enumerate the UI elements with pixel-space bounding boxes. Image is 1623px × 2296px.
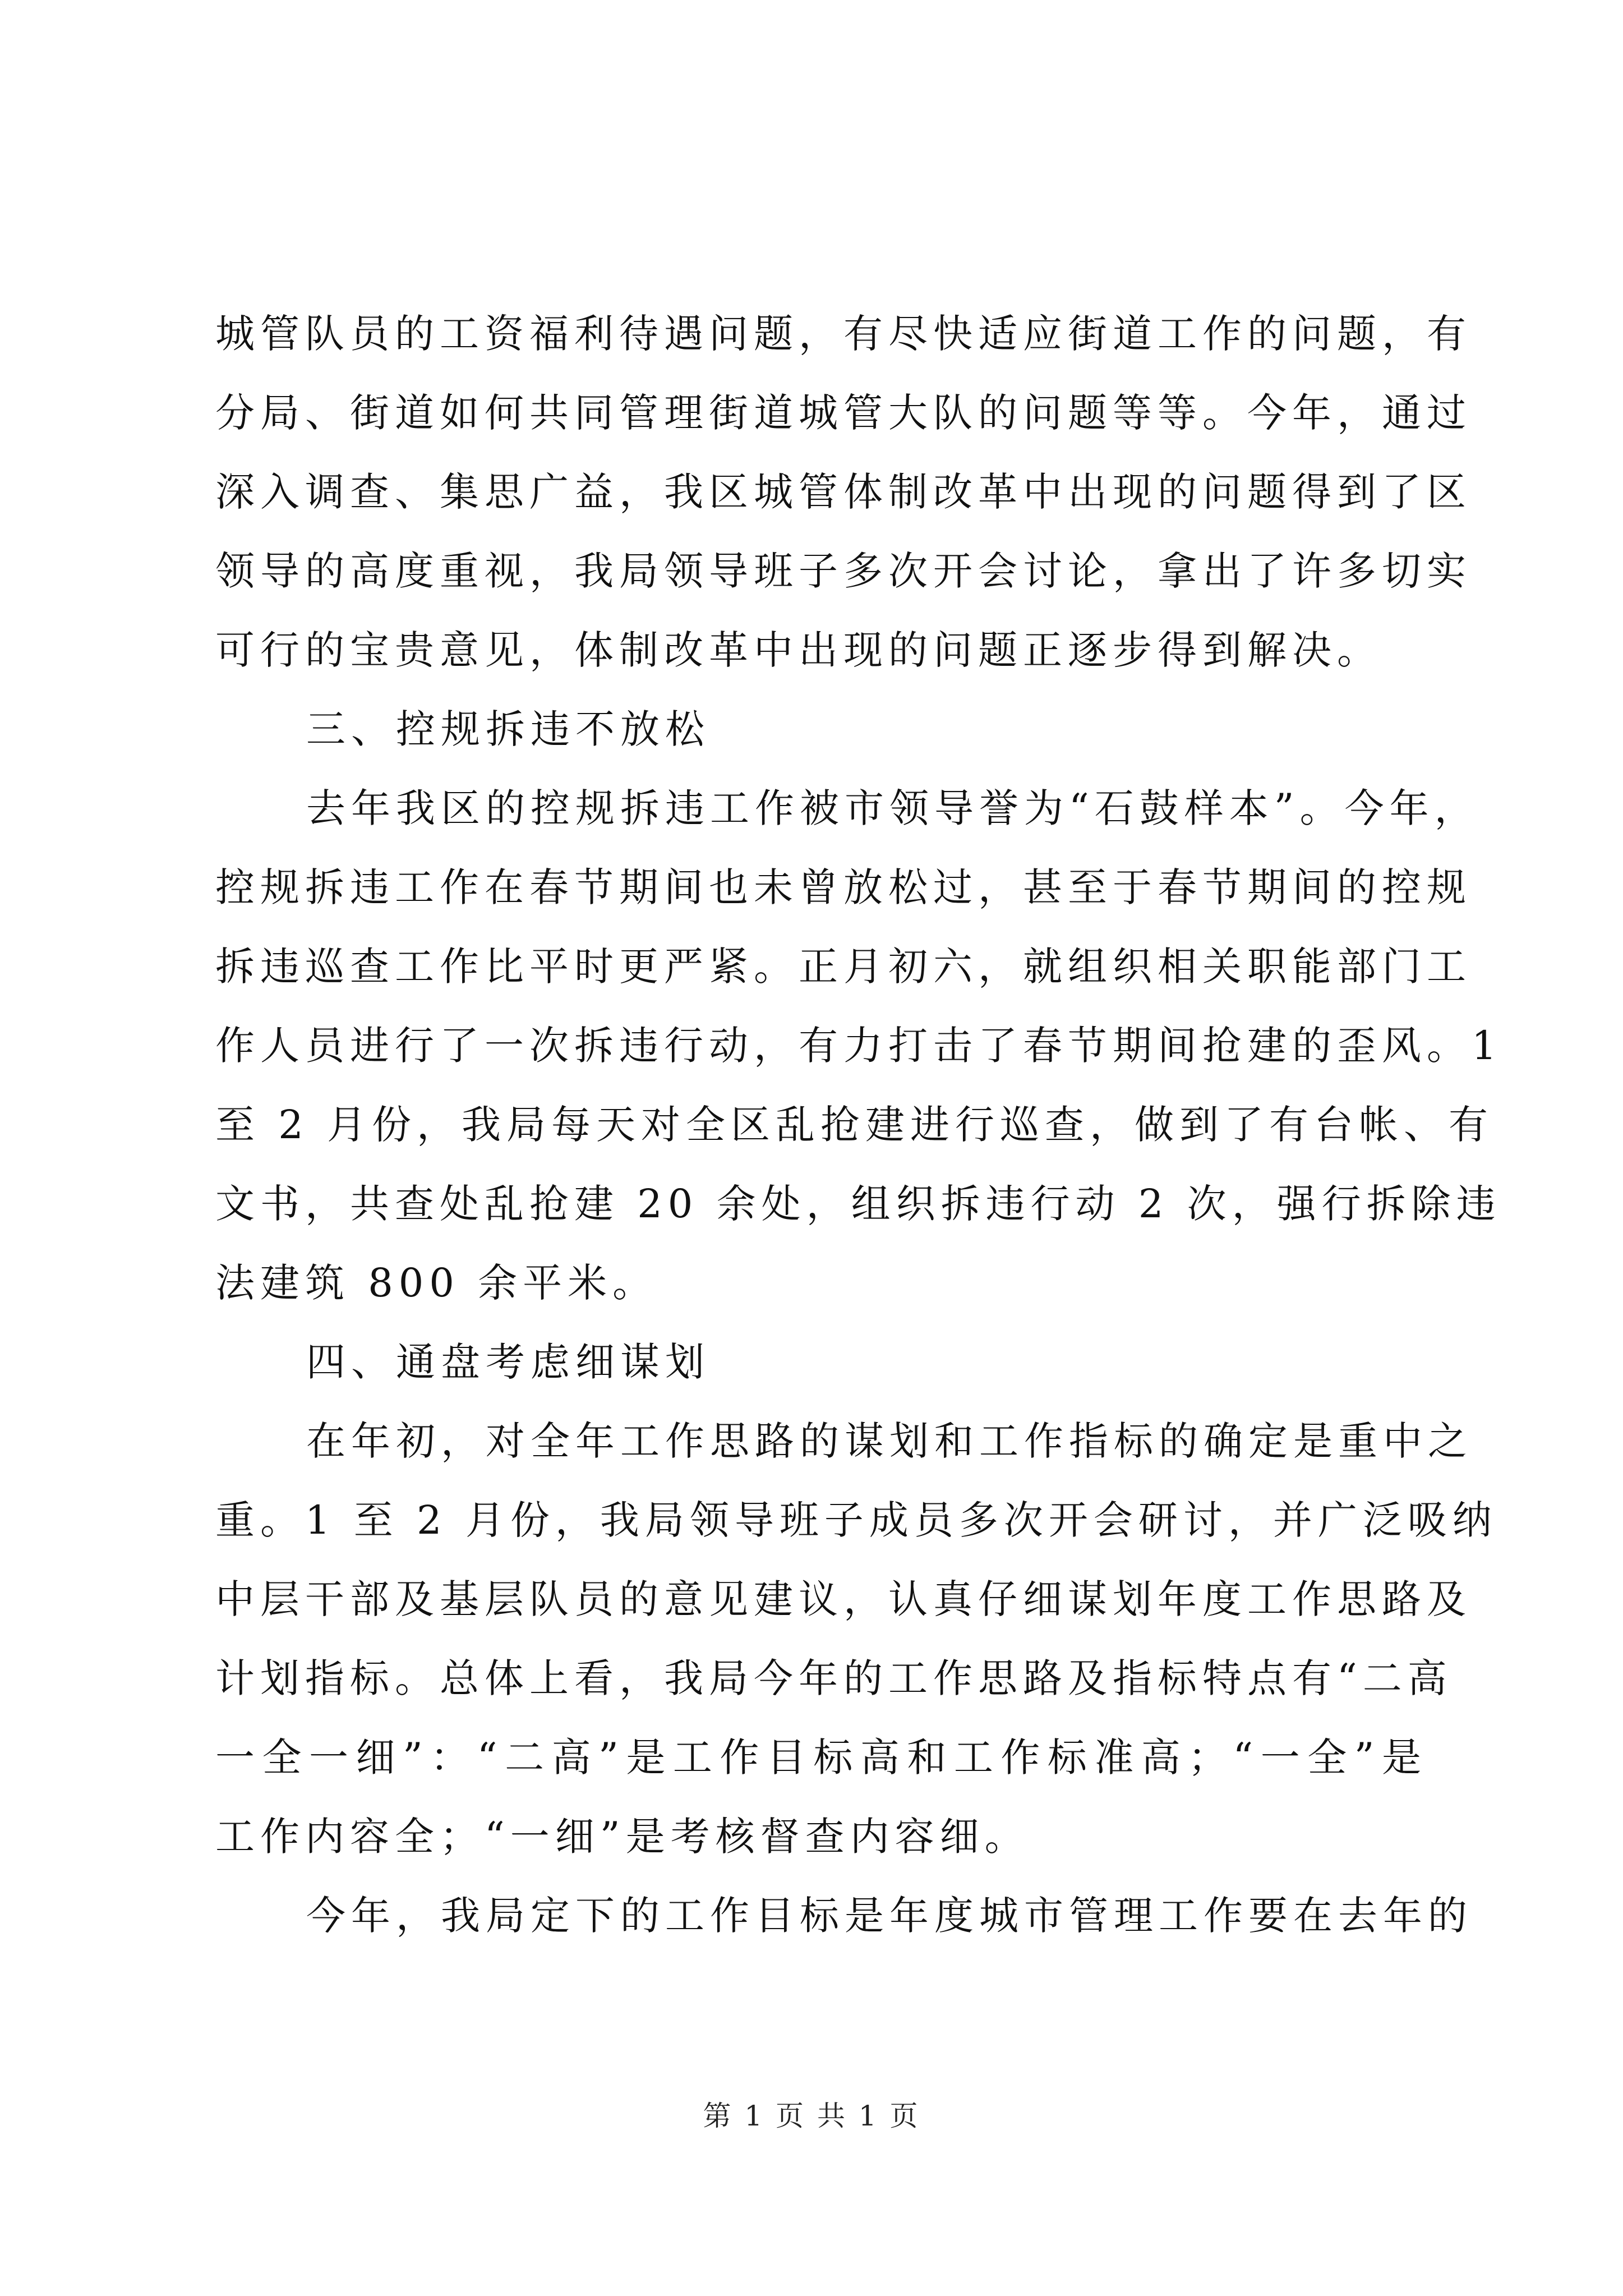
body-text: [215, 295, 1502, 1955]
text-line: 至 2 月份，我局每天对全区乱抢建进行巡查，做到了有台帐、有: [215, 1102, 1494, 1148]
text-line: 在年初，对全年工作思路的谋划和工作指标的确定是重中之: [306, 1418, 1473, 1464]
text-line: 领导的高度重视，我局领导班子多次开会讨论，拿出了许多切实: [215, 548, 1472, 594]
page-footer: [0, 2099, 1623, 2133]
text-line: 中层干部及基层队员的意见建议，认真仔细谋划年度工作思路及: [215, 1576, 1472, 1622]
text-line: 法建筑 800 余平米。: [215, 1260, 658, 1306]
text-line: 一全一细”：“二高”是工作目标高和工作标准高；“一全”是: [215, 1734, 1427, 1780]
page-number-label: 第 1 页 共 1 页: [703, 2100, 920, 2132]
text-line: 今年，我局定下的工作目标是年度城市管理工作要在去年的: [306, 1893, 1473, 1939]
text-line: 重。1 至 2 月份，我局领导班子成员多次开会研讨，并广泛吸纳: [215, 1497, 1497, 1543]
text-line: 去年我区的控规拆违工作被市领导誉为“石鼓样本”。今年，: [306, 785, 1479, 831]
text-line: 作人员进行了一次拆违行动，有力打击了春节期间抢建的歪风。1: [215, 1023, 1502, 1069]
section-heading: 三、控规拆违不放松: [306, 706, 710, 752]
text-line: 可行的宝贵意见，体制改革中出现的问题正逐步得到解决。: [215, 627, 1382, 673]
text-line: 深入调查、集思广益，我区城管体制改革中出现的问题得到了区: [215, 469, 1472, 515]
text-line: 工作内容全；“一细”是考核督查内容细。: [215, 1814, 1030, 1860]
text-line: 拆违巡查工作比平时更严紧。正月初六，就组织相关职能部门工: [215, 944, 1472, 990]
section-heading: 四、通盘考虑细谋划: [306, 1339, 710, 1385]
text-line: 文书，共查处乱抢建 20 余处，组织拆违行动 2 次，强行拆除违: [215, 1181, 1501, 1227]
text-line: 城管队员的工资福利待遇问题，有尽快适应街道工作的问题，有: [215, 311, 1472, 357]
text-line: 分局、街道如何共同管理街道城管大队的问题等等。今年，通过: [215, 390, 1472, 436]
text-line: 计划指标。总体上看，我局今年的工作思路及指标特点有“二高: [215, 1655, 1453, 1701]
text-line: 控规拆违工作在春节期间也未曾放松过，甚至于春节期间的控规: [215, 864, 1472, 910]
